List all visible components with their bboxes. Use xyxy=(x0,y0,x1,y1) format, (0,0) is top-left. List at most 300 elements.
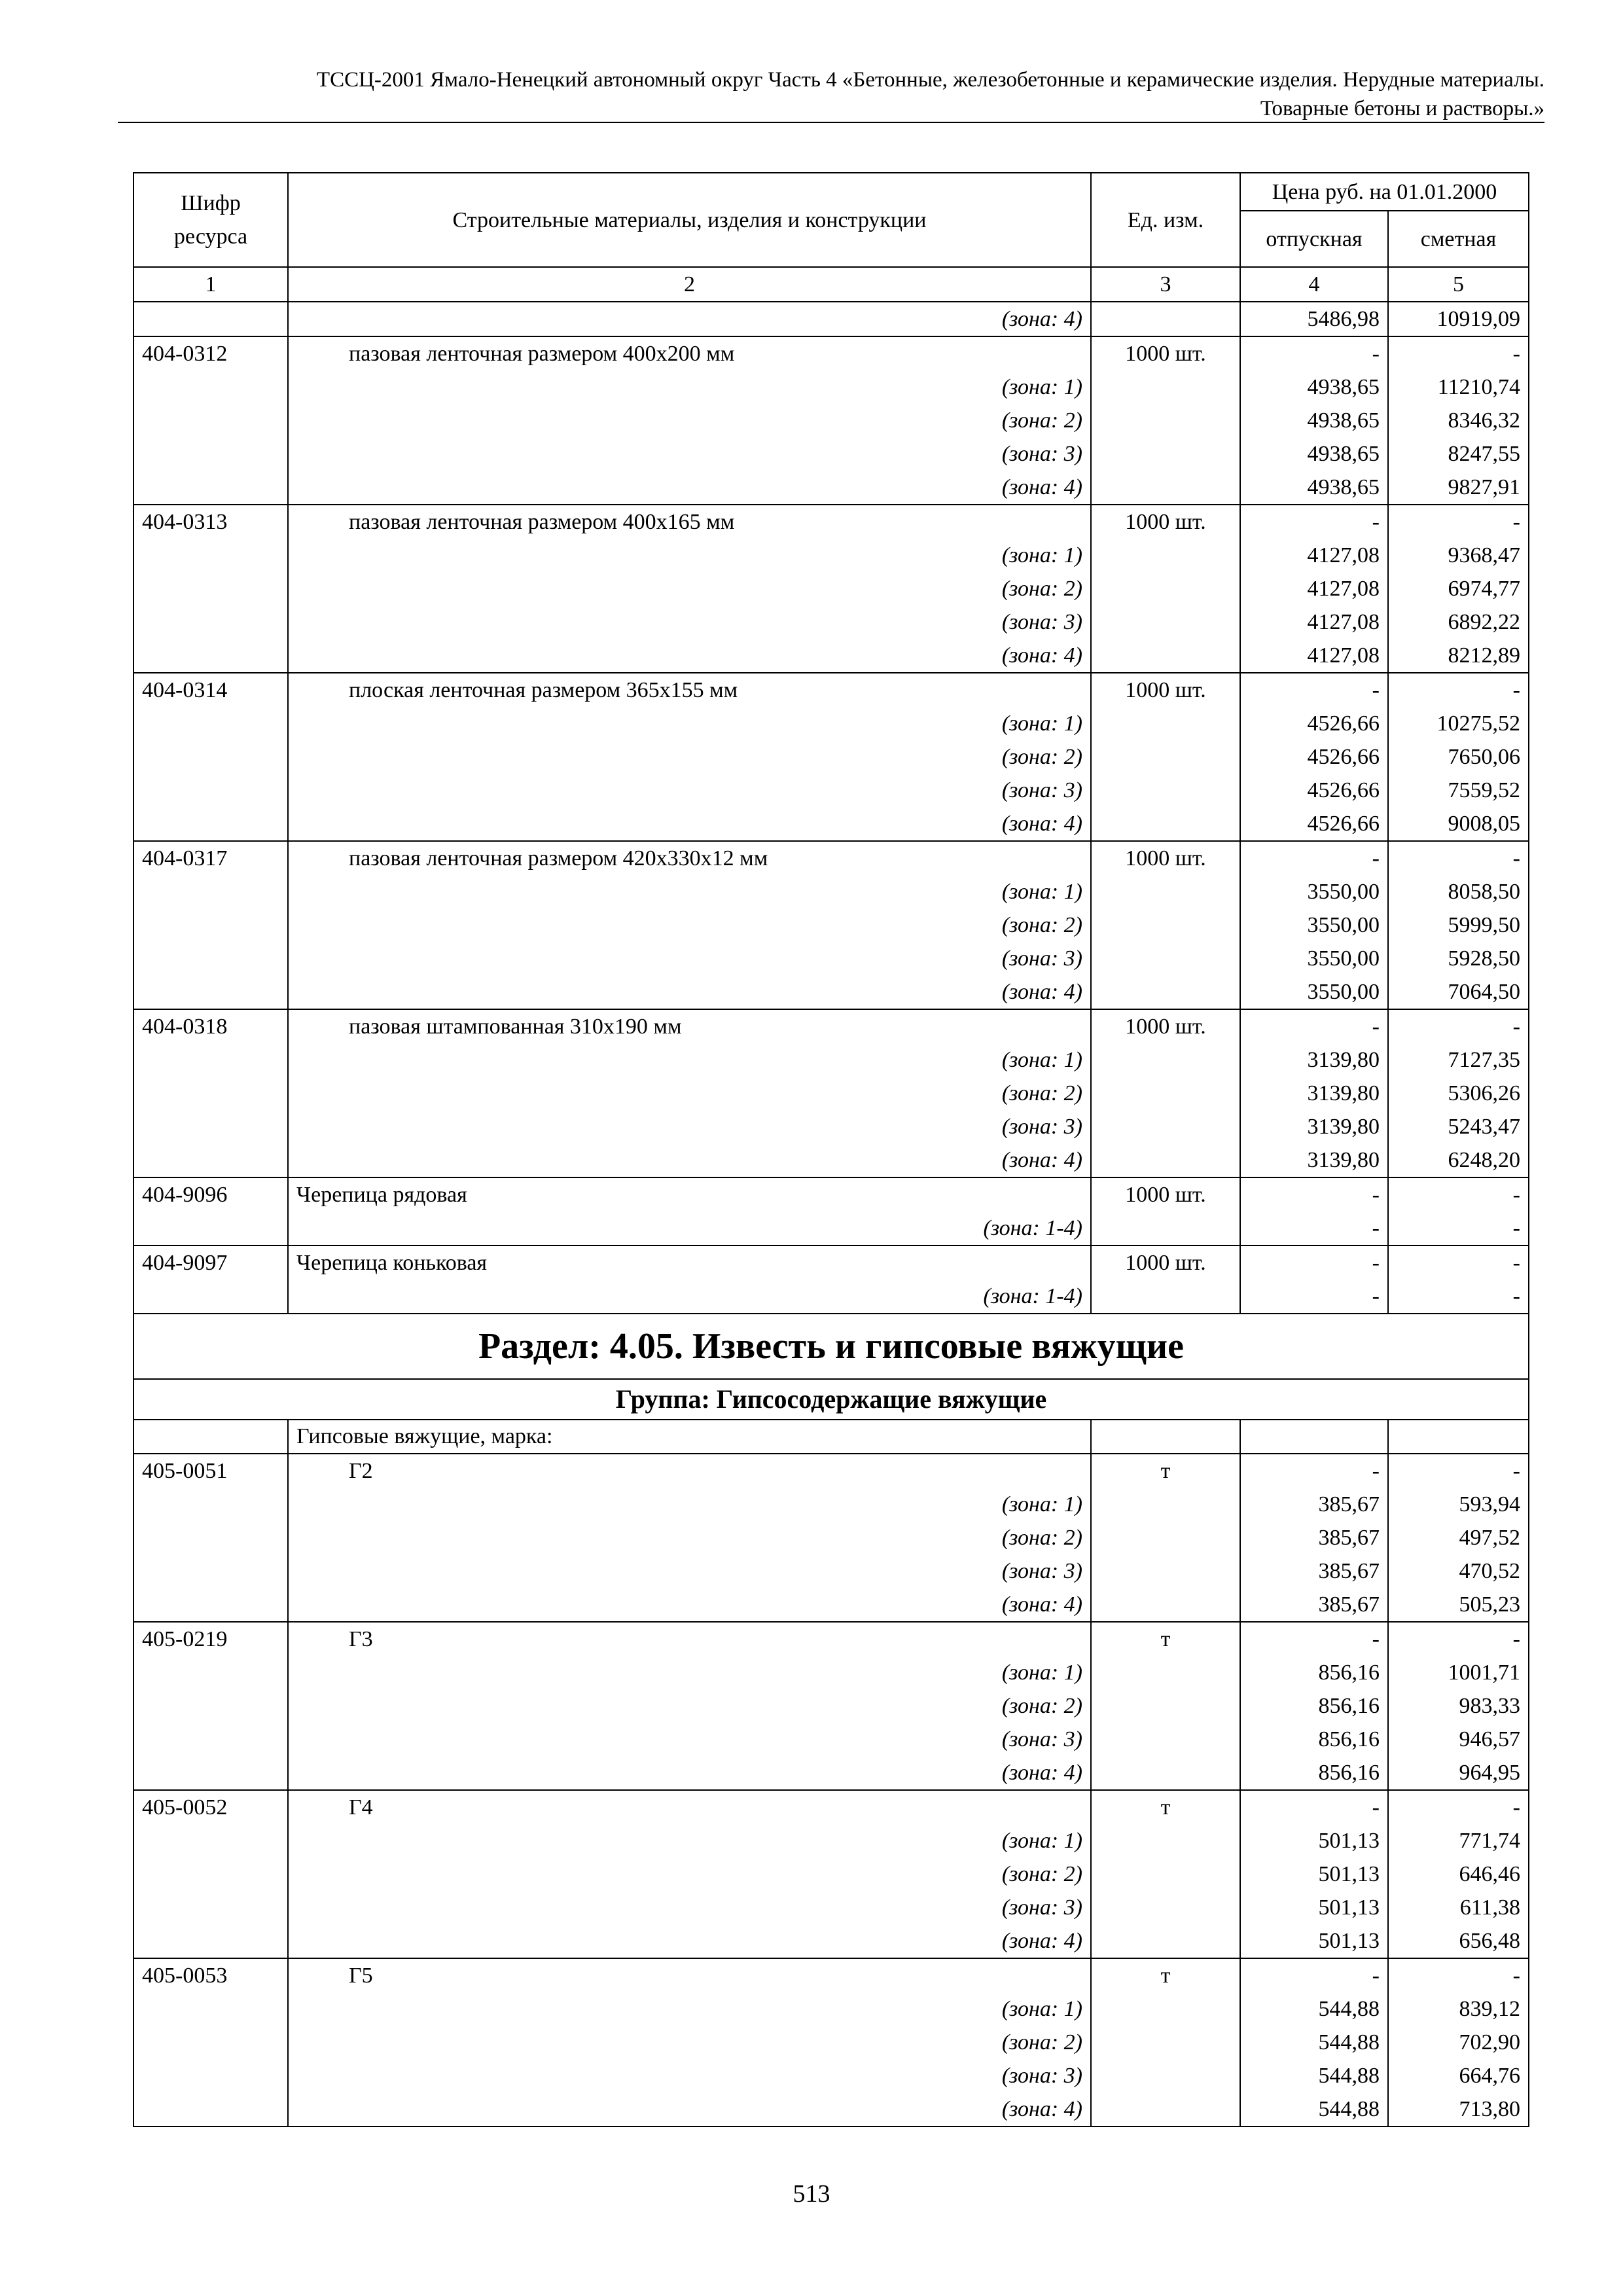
release-price: 3139,80 xyxy=(1240,1077,1388,1110)
release-price: 3550,00 xyxy=(1240,942,1388,975)
zone-row xyxy=(134,1143,1529,1177)
release-price: - xyxy=(1240,1246,1388,1280)
estimate-price: 8346,32 xyxy=(1388,404,1529,437)
zone-cell xyxy=(288,942,1091,975)
estimate-price: 646,46 xyxy=(1388,1857,1529,1891)
col-header-unit: Ед. изм. xyxy=(1091,173,1240,267)
section-title: Раздел: 4.05. Известь и гипсовые вяжущие xyxy=(134,1314,1529,1379)
release-price: - xyxy=(1240,505,1388,539)
code-cell xyxy=(134,572,288,605)
zone-label: (зона: 3) xyxy=(1001,1895,1082,1920)
zone-row xyxy=(134,807,1529,841)
release-price: 385,67 xyxy=(1240,1588,1388,1622)
zone-label: (зона: 2) xyxy=(1001,1081,1082,1105)
zone-label: (зона: 4) xyxy=(1001,1761,1082,1785)
release-price: - xyxy=(1240,1790,1388,1824)
code-cell xyxy=(134,1756,288,1790)
code-cell xyxy=(134,1689,288,1723)
zone-row xyxy=(134,1554,1529,1588)
release-price: 4127,08 xyxy=(1240,605,1388,639)
unit: 1000 шт. xyxy=(1091,336,1240,370)
zone-row xyxy=(134,975,1529,1009)
estimate-price: 1001,71 xyxy=(1388,1656,1529,1689)
estimate-price: 702,90 xyxy=(1388,2026,1529,2059)
resource-code: 405-0053 xyxy=(134,1958,288,1992)
release-price: 3139,80 xyxy=(1240,1043,1388,1077)
release-price: - xyxy=(1240,1958,1388,1992)
unit: т xyxy=(1091,1454,1240,1488)
unit-cell xyxy=(1091,1891,1240,1924)
unit-cell xyxy=(1091,1656,1240,1689)
item-row xyxy=(134,505,1529,539)
unit-cell xyxy=(1091,1077,1240,1110)
release-price: 4127,08 xyxy=(1240,639,1388,673)
table-header-row xyxy=(134,173,1529,211)
zone-row xyxy=(134,1824,1529,1857)
zone-row xyxy=(134,1723,1529,1756)
zone-label: (зона: 3) xyxy=(1001,1115,1082,1139)
document-header xyxy=(118,65,1544,123)
estimate-price: 6974,77 xyxy=(1388,572,1529,605)
zone-label: (зона: 1) xyxy=(1001,1660,1082,1685)
unit-cell xyxy=(1091,302,1240,336)
zone-label: (зона: 1) xyxy=(1001,1048,1082,1072)
header-line-2: Товарные бетоны и растворы.» xyxy=(1260,97,1544,120)
resource-code: 404-9096 xyxy=(134,1177,288,1211)
item-row xyxy=(134,1958,1529,1992)
release-price: 385,67 xyxy=(1240,1488,1388,1521)
estimate-price: 6892,22 xyxy=(1388,605,1529,639)
material-name-cell xyxy=(288,1622,1091,1656)
release-price: 385,67 xyxy=(1240,1554,1388,1588)
zone-row xyxy=(134,1077,1529,1110)
resource-code: 404-0312 xyxy=(134,336,288,370)
estimate-price: - xyxy=(1388,1958,1529,1992)
material-name-cell xyxy=(288,1454,1091,1488)
zone-cell xyxy=(288,1521,1091,1554)
estimate-price: 771,74 xyxy=(1388,1824,1529,1857)
code-cell xyxy=(134,1043,288,1077)
material-name: плоская ленточная размером 365х155 мм xyxy=(349,678,738,702)
zone-cell xyxy=(288,1554,1091,1588)
release-price: 3550,00 xyxy=(1240,975,1388,1009)
material-name: Г5 xyxy=(349,1964,373,1988)
material-name: пазовая штампованная 310х190 мм xyxy=(349,1014,682,1039)
code-cell xyxy=(134,774,288,807)
zone-row xyxy=(134,1043,1529,1077)
zone-cell xyxy=(288,1857,1091,1891)
unit-cell xyxy=(1091,1143,1240,1177)
zone-cell xyxy=(288,908,1091,942)
unit-cell xyxy=(1091,1588,1240,1622)
material-name-cell xyxy=(288,1009,1091,1043)
estimate-price: 946,57 xyxy=(1388,1723,1529,1756)
resource-code: 404-9097 xyxy=(134,1246,288,1280)
zone-label: (зона: 4) xyxy=(1001,475,1082,499)
release-price: - xyxy=(1240,1622,1388,1656)
estimate-price: - xyxy=(1388,1280,1529,1314)
unit-cell xyxy=(1091,942,1240,975)
estimate-price: 7127,35 xyxy=(1388,1043,1529,1077)
unit-cell xyxy=(1091,1043,1240,1077)
release-price: 385,67 xyxy=(1240,1521,1388,1554)
zone-row xyxy=(134,2059,1529,2092)
zone-cell xyxy=(288,975,1091,1009)
zone-row xyxy=(134,437,1529,471)
code-cell xyxy=(134,942,288,975)
estimate-price: 10919,09 xyxy=(1388,302,1529,336)
unit-cell xyxy=(1091,908,1240,942)
code-cell xyxy=(134,1077,288,1110)
zone-row xyxy=(134,1280,1529,1314)
zone-label: (зона: 2) xyxy=(1001,913,1082,937)
unit-cell xyxy=(1091,471,1240,505)
zone-label: (зона: 4) xyxy=(1001,980,1082,1004)
unit-cell xyxy=(1091,1554,1240,1588)
estimate-price: - xyxy=(1388,1790,1529,1824)
col-header-code: Шифр ресурса xyxy=(134,173,288,267)
zone-cell xyxy=(288,1756,1091,1790)
estimate-price: 8058,50 xyxy=(1388,875,1529,908)
estimate-price: 8212,89 xyxy=(1388,639,1529,673)
zone-label: (зона: 1) xyxy=(1001,375,1082,399)
estimate-price: 9008,05 xyxy=(1388,807,1529,841)
resource-code: 404-0313 xyxy=(134,505,288,539)
code-cell xyxy=(134,302,288,336)
unit: т xyxy=(1091,1622,1240,1656)
zone-row xyxy=(134,908,1529,942)
material-name: пазовая ленточная размером 400х165 мм xyxy=(349,510,735,534)
estimate-price: 5243,47 xyxy=(1388,1110,1529,1143)
zone-label: (зона: 3) xyxy=(1001,610,1082,634)
unit: 1000 шт. xyxy=(1091,1246,1240,1280)
estimate-price: 6248,20 xyxy=(1388,1143,1529,1177)
zone-cell xyxy=(288,370,1091,404)
unit-cell xyxy=(1091,1211,1240,1246)
header-line-1: ТССЦ-2001 Ямало-Ненецкий автономный округ Часть 4 «Бетонные, железобетонные и керамические изделия. Нерудные материалы. xyxy=(316,68,1544,92)
unit-cell xyxy=(1091,404,1240,437)
material-name: пазовая ленточная размером 400х200 мм xyxy=(349,342,735,366)
code-cell xyxy=(134,1891,288,1924)
release-price: 3139,80 xyxy=(1240,1143,1388,1177)
release-price: 544,88 xyxy=(1240,2026,1388,2059)
zone-cell xyxy=(288,1924,1091,1958)
zone-row xyxy=(134,370,1529,404)
estimate-price: 713,80 xyxy=(1388,2092,1529,2126)
release-price: - xyxy=(1240,1177,1388,1211)
code-cell xyxy=(134,2059,288,2092)
zone-cell xyxy=(288,1143,1091,1177)
estimate-price: 497,52 xyxy=(1388,1521,1529,1554)
estimate-price: 611,38 xyxy=(1388,1891,1529,1924)
unit: 1000 шт. xyxy=(1091,1177,1240,1211)
unit-cell xyxy=(1091,875,1240,908)
estimate-price: - xyxy=(1388,1009,1529,1043)
zone-cell xyxy=(288,1211,1091,1246)
unit: 1000 шт. xyxy=(1091,505,1240,539)
code-cell xyxy=(134,1420,288,1454)
zone-row xyxy=(134,1689,1529,1723)
unit-cell xyxy=(1091,1723,1240,1756)
material-name: пазовая ленточная размером 420х330х12 мм xyxy=(349,846,768,870)
unit-cell xyxy=(1091,370,1240,404)
col-number: 2 xyxy=(288,267,1091,302)
item-row xyxy=(134,1790,1529,1824)
material-name-cell xyxy=(288,673,1091,707)
zone-label: (зона: 2) xyxy=(1001,2030,1082,2054)
release-price: 4526,66 xyxy=(1240,707,1388,740)
section-row xyxy=(134,1314,1529,1379)
resource-code: 404-0317 xyxy=(134,841,288,875)
zone-label: (зона: 1) xyxy=(1001,1997,1082,2021)
unit-cell xyxy=(1091,1521,1240,1554)
zone-cell xyxy=(288,639,1091,673)
zone-cell xyxy=(288,1891,1091,1924)
continuation-row xyxy=(134,302,1529,336)
estimate-price: - xyxy=(1388,1211,1529,1246)
release-price: 544,88 xyxy=(1240,2092,1388,2126)
zone-row xyxy=(134,404,1529,437)
zone-row xyxy=(134,639,1529,673)
estimate-price: 593,94 xyxy=(1388,1488,1529,1521)
release-price: - xyxy=(1240,1211,1388,1246)
zone-cell xyxy=(288,605,1091,639)
release-price: 856,16 xyxy=(1240,1656,1388,1689)
zone-label: (зона: 4) xyxy=(1001,1592,1082,1617)
estimate-price: 7064,50 xyxy=(1388,975,1529,1009)
zone-cell xyxy=(288,471,1091,505)
zone-row xyxy=(134,2026,1529,2059)
code-cell xyxy=(134,1824,288,1857)
zone-row xyxy=(134,605,1529,639)
unit-cell xyxy=(1091,1110,1240,1143)
release-price: 4938,65 xyxy=(1240,370,1388,404)
zone-cell xyxy=(288,774,1091,807)
zone-row xyxy=(134,1656,1529,1689)
release-price: - xyxy=(1240,1009,1388,1043)
zone-row xyxy=(134,2092,1529,2126)
release-price: 4938,65 xyxy=(1240,471,1388,505)
unit-cell xyxy=(1091,1824,1240,1857)
unit-cell xyxy=(1091,2092,1240,2126)
code-cell xyxy=(134,1521,288,1554)
release-price: 3550,00 xyxy=(1240,875,1388,908)
unit-cell xyxy=(1091,2059,1240,2092)
zone-row xyxy=(134,774,1529,807)
estimate-price: - xyxy=(1388,1177,1529,1211)
zone-label: (зона: 1) xyxy=(1001,711,1082,736)
code-cell xyxy=(134,975,288,1009)
code-cell xyxy=(134,370,288,404)
zone-label: (зона: 2) xyxy=(1001,408,1082,433)
release-price: 544,88 xyxy=(1240,1992,1388,2026)
zone-label: (зона: 1) xyxy=(1001,1829,1082,1853)
code-cell xyxy=(134,875,288,908)
release-price: 501,13 xyxy=(1240,1924,1388,1958)
unit: 1000 шт. xyxy=(1091,841,1240,875)
estimate-price: - xyxy=(1388,1622,1529,1656)
release-price: 856,16 xyxy=(1240,1723,1388,1756)
release-price: 4526,66 xyxy=(1240,774,1388,807)
zone-row xyxy=(134,740,1529,774)
zone-cell xyxy=(288,1824,1091,1857)
material-name-cell xyxy=(288,1790,1091,1824)
estimate-price: 7650,06 xyxy=(1388,740,1529,774)
estimate-price: 983,33 xyxy=(1388,1689,1529,1723)
zone-cell xyxy=(288,539,1091,572)
estimate-price: 505,23 xyxy=(1388,1588,1529,1622)
code-cell xyxy=(134,1143,288,1177)
unit-cell xyxy=(1091,1857,1240,1891)
release-price: 3550,00 xyxy=(1240,908,1388,942)
code-cell xyxy=(134,1211,288,1246)
subgroup-title-cell xyxy=(288,1420,1091,1454)
zone-row xyxy=(134,1110,1529,1143)
estimate-price: - xyxy=(1388,336,1529,370)
item-row xyxy=(134,1177,1529,1211)
zone-cell xyxy=(288,707,1091,740)
unit-cell xyxy=(1091,1488,1240,1521)
zone-cell xyxy=(288,1280,1091,1314)
col-header-price: Цена руб. на 01.01.2000 xyxy=(1240,173,1529,211)
release-price: 501,13 xyxy=(1240,1857,1388,1891)
zone-label: (зона: 3) xyxy=(1001,946,1082,971)
code-cell xyxy=(134,1588,288,1622)
code-cell xyxy=(134,539,288,572)
material-name-cell xyxy=(288,1246,1091,1280)
code-cell xyxy=(134,437,288,471)
material-name: Г3 xyxy=(349,1627,373,1651)
group-row xyxy=(134,1379,1529,1420)
release-price: 3139,80 xyxy=(1240,1110,1388,1143)
code-cell xyxy=(134,605,288,639)
release-price: 4938,65 xyxy=(1240,437,1388,471)
material-name-cell xyxy=(288,841,1091,875)
item-row xyxy=(134,1009,1529,1043)
zone-label: (зона: 2) xyxy=(1001,745,1082,769)
release-price: 4526,66 xyxy=(1240,740,1388,774)
estimate-price: - xyxy=(1388,1246,1529,1280)
resource-code: 405-0051 xyxy=(134,1454,288,1488)
estimate-price: 5928,50 xyxy=(1388,942,1529,975)
col-header-name: Строительные материалы, изделия и конструкции xyxy=(288,173,1091,267)
zone-cell xyxy=(288,572,1091,605)
resource-code: 405-0052 xyxy=(134,1790,288,1824)
estimate-price: 8247,55 xyxy=(1388,437,1529,471)
code-cell xyxy=(134,707,288,740)
estimate-price: - xyxy=(1388,1454,1529,1488)
zone-row xyxy=(134,707,1529,740)
name-cell xyxy=(288,302,1091,336)
zone-row xyxy=(134,875,1529,908)
unit-cell xyxy=(1091,807,1240,841)
zone-label: (зона: 3) xyxy=(1001,778,1082,802)
code-cell xyxy=(134,740,288,774)
zone-row xyxy=(134,572,1529,605)
zone-label: (зона: 3) xyxy=(1001,442,1082,466)
zone-label: (зона: 2) xyxy=(1001,1526,1082,1550)
estimate-price: 664,76 xyxy=(1388,2059,1529,2092)
zone-row xyxy=(134,1588,1529,1622)
zone-cell xyxy=(288,1077,1091,1110)
item-row xyxy=(134,1622,1529,1656)
estimate-price: - xyxy=(1388,505,1529,539)
unit-cell xyxy=(1091,1420,1240,1454)
zone-row xyxy=(134,471,1529,505)
zone-cell xyxy=(288,807,1091,841)
material-name-cell xyxy=(288,505,1091,539)
zone-label: (зона: 3) xyxy=(1001,1559,1082,1583)
zone-row xyxy=(134,1992,1529,2026)
zone-label: (зона: 1) xyxy=(1001,880,1082,904)
release-price: 4938,65 xyxy=(1240,404,1388,437)
release-price: 501,13 xyxy=(1240,1891,1388,1924)
zone-cell xyxy=(288,1689,1091,1723)
resource-code: 404-0314 xyxy=(134,673,288,707)
estimate-price: - xyxy=(1388,841,1529,875)
col-number: 5 xyxy=(1388,267,1529,302)
zone-row xyxy=(134,1488,1529,1521)
code-cell xyxy=(134,639,288,673)
zone-label: (зона: 1-4) xyxy=(983,1284,1082,1308)
code-cell xyxy=(134,2026,288,2059)
unit-cell xyxy=(1091,1992,1240,2026)
release-price: - xyxy=(1240,1280,1388,1314)
column-numbers-row xyxy=(134,267,1529,302)
zone-row xyxy=(134,539,1529,572)
code-cell xyxy=(134,1656,288,1689)
estimate-price: 470,52 xyxy=(1388,1554,1529,1588)
code-cell xyxy=(134,1857,288,1891)
col-header-release: отпускная xyxy=(1240,211,1388,267)
code-cell xyxy=(134,1488,288,1521)
subgroup-row xyxy=(134,1420,1529,1454)
release-price: - xyxy=(1240,841,1388,875)
zone-label: (зона: 2) xyxy=(1001,1694,1082,1718)
zone-cell xyxy=(288,2092,1091,2126)
release-price: 4127,08 xyxy=(1240,572,1388,605)
zone-row xyxy=(134,1891,1529,1924)
code-cell xyxy=(134,471,288,505)
code-cell xyxy=(134,1723,288,1756)
col-header-estimate: сметная xyxy=(1388,211,1529,267)
resource-code: 404-0318 xyxy=(134,1009,288,1043)
release-price: - xyxy=(1240,336,1388,370)
material-name: Г2 xyxy=(349,1459,373,1483)
zone-label: (зона: 1-4) xyxy=(983,1216,1082,1240)
release-price: 856,16 xyxy=(1240,1689,1388,1723)
unit: 1000 шт. xyxy=(1091,673,1240,707)
code-cell xyxy=(134,1110,288,1143)
code-cell xyxy=(134,1554,288,1588)
release-price: 856,16 xyxy=(1240,1756,1388,1790)
release-price: 4127,08 xyxy=(1240,539,1388,572)
zone-cell xyxy=(288,1992,1091,2026)
zone-row xyxy=(134,1857,1529,1891)
group-title: Группа: Гипсосодержащие вяжущие xyxy=(134,1379,1529,1420)
unit: т xyxy=(1091,1790,1240,1824)
release-price: 544,88 xyxy=(1240,2059,1388,2092)
unit-cell xyxy=(1091,639,1240,673)
material-name: Черепица коньковая xyxy=(296,1251,488,1275)
zone-row xyxy=(134,1211,1529,1246)
release-price: - xyxy=(1240,1454,1388,1488)
unit-cell xyxy=(1091,707,1240,740)
item-row xyxy=(134,841,1529,875)
code-cell xyxy=(134,908,288,942)
estimate-price: 656,48 xyxy=(1388,1924,1529,1958)
price-table xyxy=(133,172,1529,2127)
